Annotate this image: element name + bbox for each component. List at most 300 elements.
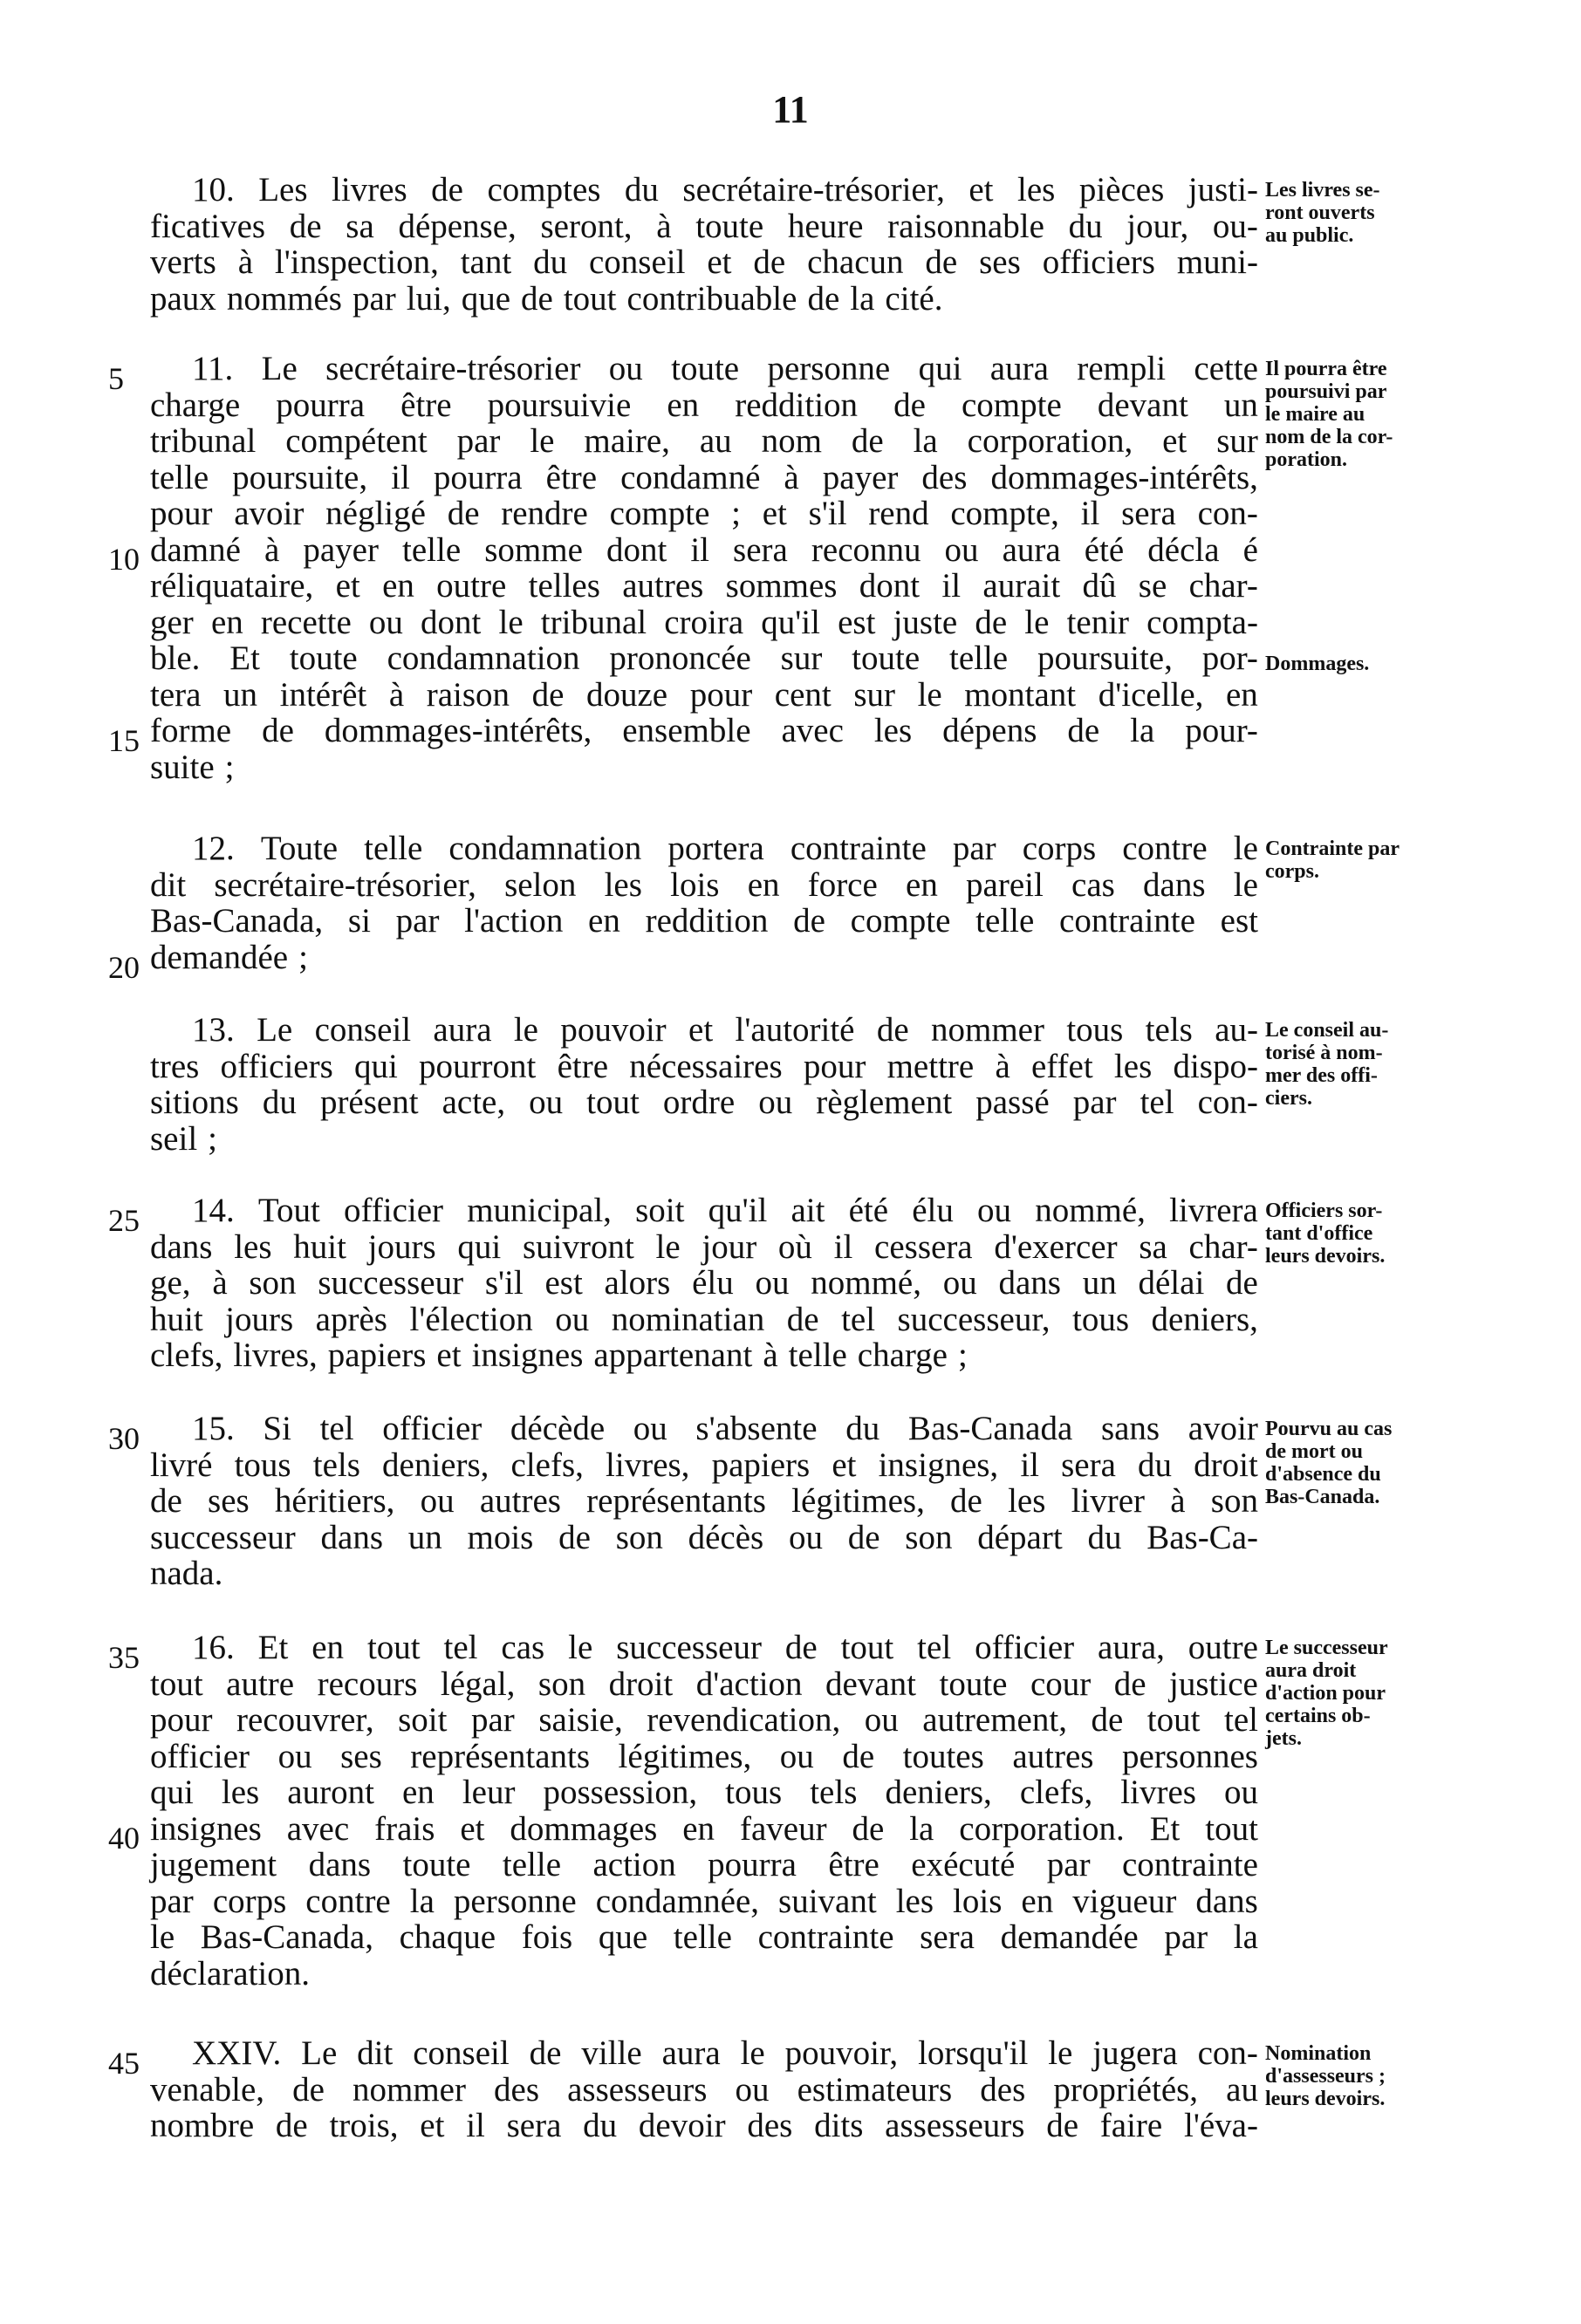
word: contre <box>1122 830 1208 867</box>
word: dans <box>1143 865 1206 904</box>
word: la <box>409 1882 435 1920</box>
word: dispo- <box>1173 1047 1258 1085</box>
word: pareil <box>966 865 1044 904</box>
word: un <box>407 1518 442 1556</box>
word: Bas-Canada, <box>200 1918 373 1956</box>
word: été <box>848 1192 889 1229</box>
word: comptes <box>487 171 601 208</box>
word: jugera <box>1092 2034 1178 2072</box>
page-number: 11 <box>772 88 809 131</box>
word: en <box>311 1629 345 1666</box>
word: de <box>893 386 926 424</box>
word: corps <box>212 1882 287 1920</box>
text-line <box>150 1630 1258 1666</box>
word: officier <box>382 1410 483 1447</box>
text-line <box>150 460 1258 496</box>
margin-note-line: mer des offi- <box>1265 1064 1378 1087</box>
word: action <box>592 1846 676 1883</box>
word: officier <box>975 1629 1075 1666</box>
word: toute <box>671 350 740 387</box>
word: nommer <box>931 1011 1044 1049</box>
word: l'élection <box>409 1300 533 1338</box>
word: de <box>851 422 884 460</box>
margin-note-line: le maire au <box>1265 403 1365 426</box>
word: pour- <box>1185 712 1258 749</box>
word: condamnation <box>448 830 642 867</box>
word: tel <box>319 1410 354 1447</box>
word: jours <box>225 1300 294 1338</box>
word: justice <box>1169 1664 1258 1703</box>
word: par <box>1072 1083 1117 1121</box>
word: à <box>1170 1482 1186 1520</box>
word: telle <box>364 830 423 867</box>
word: du <box>845 1410 880 1447</box>
margin-note-line: d'absence du <box>1265 1463 1381 1486</box>
word: le <box>1024 603 1050 641</box>
word: son <box>249 1264 297 1302</box>
word: le <box>1233 865 1258 904</box>
word: dans <box>308 1846 372 1883</box>
word: officiers <box>220 1047 333 1085</box>
word: telle <box>502 1846 562 1883</box>
text-line <box>150 749 1258 786</box>
word: leur <box>462 1774 516 1811</box>
word: de <box>275 2107 308 2144</box>
paragraph-13 <box>150 1012 1258 1157</box>
margin-note-line: ront ouverts <box>1265 202 1375 224</box>
word: Le <box>261 350 298 387</box>
word: suivront <box>522 1227 634 1266</box>
margin-note-line: au public. <box>1265 224 1354 247</box>
word: successeur <box>616 1629 762 1666</box>
word: contrainte <box>757 1918 894 1956</box>
word: qu'il <box>761 603 820 641</box>
word: contrainte <box>1122 1846 1258 1883</box>
word: sera <box>1061 1446 1116 1484</box>
word: aura <box>1002 530 1061 569</box>
word: ; <box>731 495 741 532</box>
word: tous <box>1072 1300 1130 1338</box>
word: livrera <box>1169 1192 1258 1229</box>
word: de <box>753 243 786 281</box>
word: muni- <box>1176 243 1258 281</box>
word: insignes <box>150 1809 262 1848</box>
text-line <box>150 1447 1258 1484</box>
word: en <box>906 865 938 904</box>
word: par <box>1046 1846 1091 1883</box>
word: l'autorité <box>735 1011 855 1049</box>
word: telle <box>948 639 1009 677</box>
text-line <box>150 1483 1258 1520</box>
text-line <box>150 1084 1258 1121</box>
word: estimateurs <box>797 2070 953 2109</box>
word: jugement <box>150 1846 277 1883</box>
word: devant <box>825 1664 916 1703</box>
word: officier <box>344 1192 444 1229</box>
word: à <box>656 207 672 245</box>
text-line <box>150 830 1258 867</box>
word: compte <box>850 902 951 940</box>
word: secrétaire-trésorier, <box>214 865 476 904</box>
word: par <box>395 902 440 940</box>
text-line <box>150 1302 1258 1338</box>
word: sans <box>1100 1410 1160 1447</box>
word: de <box>786 1300 819 1338</box>
margin-note-line: poration. <box>1265 448 1348 471</box>
word: livres <box>1120 1774 1196 1811</box>
word: tout <box>563 279 617 318</box>
margin-note-line: d'action pour <box>1265 1682 1386 1705</box>
word: le <box>917 675 942 714</box>
word: qu'il <box>708 1192 768 1229</box>
word: ou <box>864 1701 899 1739</box>
word: payer <box>303 530 379 569</box>
word: force <box>807 865 878 904</box>
word: au <box>1226 2070 1258 2109</box>
word: de <box>529 2034 562 2072</box>
word: se <box>1138 567 1167 605</box>
word: verts <box>150 243 216 281</box>
word: des <box>747 2107 793 2144</box>
word: ou <box>633 1410 667 1447</box>
word: officier <box>150 1737 250 1775</box>
word: il <box>941 567 962 605</box>
word: à <box>237 243 254 281</box>
word: vigueur <box>1072 1882 1177 1920</box>
word: l'éva- <box>1183 2107 1258 2144</box>
text-line <box>150 1956 1258 1992</box>
word: du <box>583 2107 618 2144</box>
text-line <box>150 605 1258 641</box>
word: en <box>210 603 243 641</box>
word: pourront <box>419 1047 537 1085</box>
word: la <box>850 279 875 318</box>
margin-note <box>1265 837 1448 883</box>
word: et <box>420 2107 445 2144</box>
word: le <box>498 603 524 641</box>
line-number: 40 <box>108 1821 140 1856</box>
word: autres <box>622 567 704 605</box>
word: de <box>150 1482 182 1520</box>
word: d'icelle, <box>1098 675 1204 714</box>
word: tribunal <box>150 422 257 460</box>
word: tenir <box>1066 603 1130 641</box>
word: par <box>456 422 501 460</box>
margin-note-line: leurs devoirs. <box>1265 1245 1386 1268</box>
word: reconnu <box>811 530 921 569</box>
word: sommes <box>725 567 838 605</box>
word: qui <box>150 1774 194 1811</box>
word: reddition <box>645 902 769 940</box>
word: ger <box>150 603 194 641</box>
word: dit <box>357 2034 394 2072</box>
word: dommages-intérêts, <box>324 712 592 749</box>
word: telle <box>673 1918 732 1956</box>
word: cas <box>1071 865 1115 904</box>
word: dont <box>606 530 667 569</box>
margin-note-line: torisé à nom- <box>1265 1042 1383 1064</box>
word: et <box>832 1446 857 1484</box>
word: de <box>847 1518 880 1556</box>
word: charge <box>857 1336 948 1374</box>
word: ses <box>340 1737 382 1775</box>
word: le <box>1048 2034 1073 2072</box>
word: un <box>223 675 258 714</box>
word: nombre <box>150 2107 255 2144</box>
word: et <box>688 1011 714 1049</box>
word: douze <box>585 675 668 714</box>
word: seil <box>150 1119 198 1158</box>
word: personnes <box>1121 1737 1258 1775</box>
word: 16. <box>192 1629 235 1666</box>
word: les <box>1017 171 1056 208</box>
word: revendication, <box>647 1701 841 1739</box>
word: 13. <box>192 1011 235 1049</box>
text-line <box>150 172 1258 208</box>
word: payer <box>822 458 899 496</box>
word: ses <box>208 1482 250 1520</box>
word: chaque <box>399 1918 496 1956</box>
word: à <box>212 1264 228 1302</box>
margin-note-line: Pourvu au cas <box>1265 1418 1393 1440</box>
word: règlement <box>816 1083 953 1121</box>
word: ; <box>957 1336 968 1374</box>
word: tels <box>312 1446 360 1484</box>
word: négligé <box>325 495 426 532</box>
word: somme <box>484 530 583 569</box>
word: et <box>707 243 732 281</box>
word: un <box>1082 1264 1117 1302</box>
word: assesseurs <box>567 2070 708 2109</box>
word: avoir <box>234 495 305 532</box>
word: saisie, <box>538 1701 623 1739</box>
margin-note-line: certains ob- <box>1265 1705 1371 1727</box>
word: sera <box>733 530 788 569</box>
text-line <box>150 1883 1258 1920</box>
word: Le <box>257 1011 293 1049</box>
text-line <box>150 713 1258 749</box>
word: juste <box>893 603 958 641</box>
word: exécuté <box>911 1846 1016 1883</box>
word: ou <box>942 1264 977 1302</box>
word: rend <box>868 495 929 532</box>
word: intérêt <box>279 675 367 714</box>
word: raisonnable <box>887 207 1044 245</box>
word: croira <box>664 603 744 641</box>
word: poursuite, <box>232 458 368 496</box>
word: frais <box>374 1809 435 1848</box>
text-line <box>150 1555 1258 1592</box>
word: con- <box>1197 1083 1258 1121</box>
text-line <box>150 867 1258 904</box>
word: compte <box>609 495 710 532</box>
word: contribuable <box>626 279 797 318</box>
word: ou <box>277 1737 312 1775</box>
word: lois <box>670 865 720 904</box>
word: que <box>598 1918 648 1956</box>
word: aura <box>989 350 1049 387</box>
word: légal, <box>440 1664 516 1703</box>
word: à <box>763 1336 778 1374</box>
word: aura, <box>1098 1629 1165 1666</box>
word: compte <box>962 386 1062 424</box>
word: rendre <box>501 495 588 532</box>
word: tout <box>150 1664 203 1703</box>
word: poursuite, <box>1037 639 1173 677</box>
word: de <box>852 1809 885 1848</box>
word: tels <box>1145 1011 1193 1049</box>
word: en <box>747 865 780 904</box>
word: la <box>909 1809 934 1848</box>
margin-note-line: Le successeur <box>1265 1637 1388 1659</box>
word: à <box>388 675 405 714</box>
word: appartenant <box>593 1336 753 1374</box>
word: contrainte <box>790 830 927 867</box>
word: nécessaires <box>629 1047 783 1085</box>
word: tel <box>1223 1701 1258 1739</box>
word: s'il <box>484 1264 524 1302</box>
word: ble. <box>150 639 201 677</box>
word: ou <box>420 1482 455 1520</box>
word: délai <box>1138 1264 1205 1302</box>
word: pourra <box>708 1846 797 1883</box>
word: lui, <box>406 279 451 318</box>
word: et <box>436 1336 462 1374</box>
word: représentants <box>410 1737 591 1775</box>
word: autres <box>479 1482 561 1520</box>
word: le <box>740 2034 765 2072</box>
word: jour <box>702 1227 757 1266</box>
word: avec <box>286 1809 350 1848</box>
word: outre <box>436 567 507 605</box>
word: ait <box>790 1192 825 1229</box>
word: pour <box>803 1047 866 1085</box>
word: outre <box>1187 1629 1258 1666</box>
word: nada. <box>150 1555 223 1592</box>
word: sera <box>920 1918 975 1956</box>
word: aura <box>433 1011 492 1049</box>
word: recours <box>317 1664 418 1703</box>
word: livré <box>150 1446 213 1484</box>
word: pour <box>150 495 213 532</box>
word: d'action <box>695 1664 803 1703</box>
word: livres, <box>606 1446 690 1484</box>
word: est <box>1220 902 1258 940</box>
word: tous <box>725 1774 783 1811</box>
margin-note-line: Officiers sor- <box>1265 1200 1383 1222</box>
text-line <box>150 1666 1258 1703</box>
word: rempli <box>1077 350 1167 387</box>
word: des <box>980 2070 1026 2109</box>
word: justi- <box>1187 171 1258 208</box>
word: ; <box>298 938 308 976</box>
word: huit <box>293 1227 346 1266</box>
word: par <box>952 830 996 867</box>
text-line <box>150 568 1258 605</box>
text-line <box>150 1847 1258 1883</box>
word: ou <box>368 603 403 641</box>
word: heure <box>787 207 864 245</box>
word: son <box>615 1518 663 1556</box>
word: devoir <box>638 2107 726 2144</box>
margin-note-line: de mort ou <box>1265 1440 1363 1463</box>
word: par <box>150 1882 194 1920</box>
word: légitimes, <box>791 1482 925 1520</box>
text-line <box>150 1193 1258 1229</box>
line-number: 10 <box>108 542 140 577</box>
word: nom <box>761 422 822 460</box>
word: montant <box>964 675 1077 714</box>
text-line <box>150 1049 1258 1085</box>
word: qui <box>457 1227 502 1266</box>
word: Et <box>1149 1809 1181 1848</box>
margin-note-line: aura droit <box>1265 1659 1357 1682</box>
line-number: 35 <box>108 1640 140 1675</box>
word: départ <box>977 1518 1063 1556</box>
margin-note-line: nom de la cor- <box>1265 426 1393 448</box>
word: tel <box>1140 1083 1174 1121</box>
word: insignes, <box>878 1446 999 1484</box>
word: en <box>401 1774 435 1811</box>
word: autrement, <box>922 1701 1067 1739</box>
word: les <box>1113 1047 1153 1085</box>
word: charge <box>150 386 241 424</box>
word: où <box>777 1227 812 1266</box>
word: et <box>335 567 360 605</box>
word: en <box>382 567 414 605</box>
word: ou <box>529 1083 564 1121</box>
paragraph-15 <box>150 1411 1258 1592</box>
word: raison <box>426 675 510 714</box>
margin-note <box>1265 1019 1448 1110</box>
word: deniers, <box>382 1446 489 1484</box>
word: con- <box>1197 495 1258 532</box>
word: conseil <box>314 1011 412 1049</box>
word: passé <box>975 1083 1050 1121</box>
word: sur <box>1216 422 1258 460</box>
word: tels <box>810 1774 858 1811</box>
word: Toute <box>260 830 339 867</box>
margin-note-line: leurs devoirs. <box>1265 2088 1386 2110</box>
word: telle <box>402 530 462 569</box>
word: condamnation <box>387 639 580 677</box>
line-number: 30 <box>108 1421 140 1456</box>
text-line <box>150 1774 1258 1811</box>
margin-note-line: Le conseil au- <box>1265 1019 1389 1042</box>
word: secrétaire-trésorier <box>325 350 581 387</box>
text-line <box>150 2035 1258 2072</box>
word: fois <box>521 1918 573 1956</box>
word: portera <box>667 830 764 867</box>
word: damné <box>150 530 241 569</box>
word: pour <box>689 675 753 714</box>
word: por- <box>1201 639 1258 677</box>
word: ou <box>788 1518 823 1556</box>
word: effet <box>1030 1047 1093 1085</box>
word: être <box>557 1047 609 1085</box>
word: Le <box>301 2034 338 2072</box>
margin-note-line: tant d'office <box>1265 1222 1373 1245</box>
word: de <box>793 902 825 940</box>
margin-note-line: Dommages. <box>1265 653 1370 675</box>
word: l'inspection, <box>274 243 439 281</box>
word: de <box>1091 1701 1124 1739</box>
word: compte, <box>950 495 1059 532</box>
word: il <box>833 1227 853 1266</box>
margin-note-line: Les livres se- <box>1265 179 1380 202</box>
word: dont <box>859 567 921 605</box>
word: son <box>537 1664 586 1703</box>
